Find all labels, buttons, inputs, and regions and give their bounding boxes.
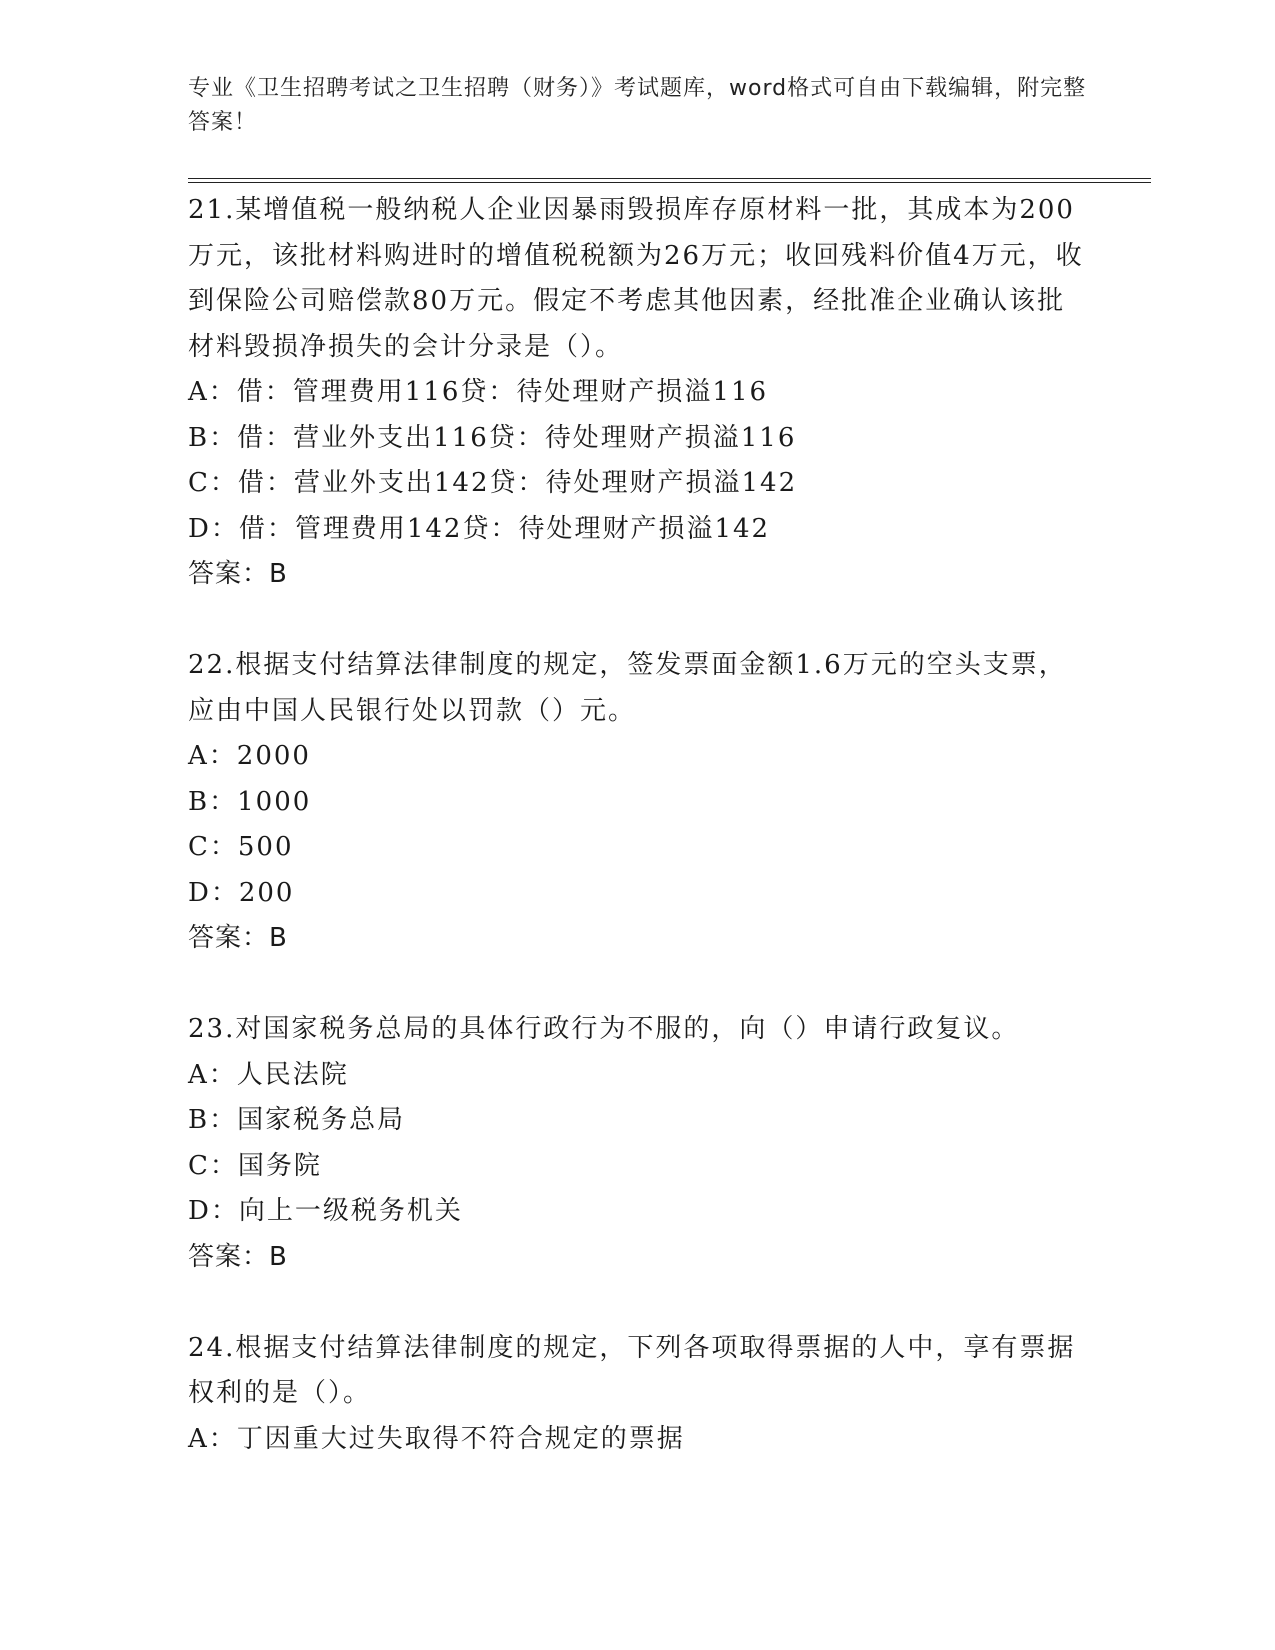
question-spacer xyxy=(188,598,1088,644)
option-b: B：国家税务总局 xyxy=(188,1105,406,1135)
header-rule-bottom xyxy=(188,182,1151,183)
option-a: A：丁因重大过失取得不符合规定的票据 xyxy=(188,1423,685,1454)
question-stem: 22.根据支付结算法律制度的规定，签发票面金额1.6万元的空头支票，应由中国人民银行处以罚款（）元。 xyxy=(188,650,1067,726)
question-stem: 21.某增值税一般纳税人企业因暴雨毁损库存原材料一批，其成本为200万元，该批材料购进时的增值税税额为26万元；收回残料价值4万元，收到保险公司赔偿款80万元。假定不考虑其他因素，经批准企业确认该批材料毁损净损失的会计分录是（）。 xyxy=(188,195,1084,362)
option-c: C：500 xyxy=(188,832,294,862)
answer: 答案：B xyxy=(188,1241,288,1272)
question-list xyxy=(188,188,1088,1462)
option-c: C：国务院 xyxy=(188,1150,322,1181)
option-b: B：1000 xyxy=(188,786,312,817)
option-d: D：借：管理费用142贷：待处理财产损溢142 xyxy=(188,513,771,544)
document-header: 专业《卫生招聘考试之卫生招聘（财务）》考试题库，word格式可自由下载编辑，附完整答案！ xyxy=(188,76,1087,135)
option-c: C：借：营业外支出142贷：待处理财产损溢142 xyxy=(188,468,798,498)
question-24 xyxy=(188,1326,1088,1463)
option-b: B：借：营业外支出116贷：待处理财产损溢116 xyxy=(188,422,797,453)
question-spacer xyxy=(188,1280,1088,1326)
answer: 答案：B xyxy=(188,923,288,953)
question-23 xyxy=(188,1007,1088,1280)
option-a: A：人民法院 xyxy=(188,1059,349,1090)
question-stem: 24.根据支付结算法律制度的规定，下列各项取得票据的人中，享有票据权利的是（）。 xyxy=(188,1332,1076,1408)
header-rule-top xyxy=(188,178,1151,179)
answer: 答案：B xyxy=(188,559,288,589)
option-d: D：200 xyxy=(188,877,295,908)
option-a: A：2000 xyxy=(188,741,311,771)
question-22 xyxy=(188,643,1088,962)
question-spacer xyxy=(188,962,1088,1008)
option-a: A：借：管理费用116贷：待处理财产损溢116 xyxy=(188,377,769,407)
option-d: D：向上一级税务机关 xyxy=(188,1196,463,1226)
question-stem: 23.对国家税务总局的具体行政行为不服的，向（）申请行政复议。 xyxy=(188,1014,1020,1044)
question-21 xyxy=(188,188,1088,598)
